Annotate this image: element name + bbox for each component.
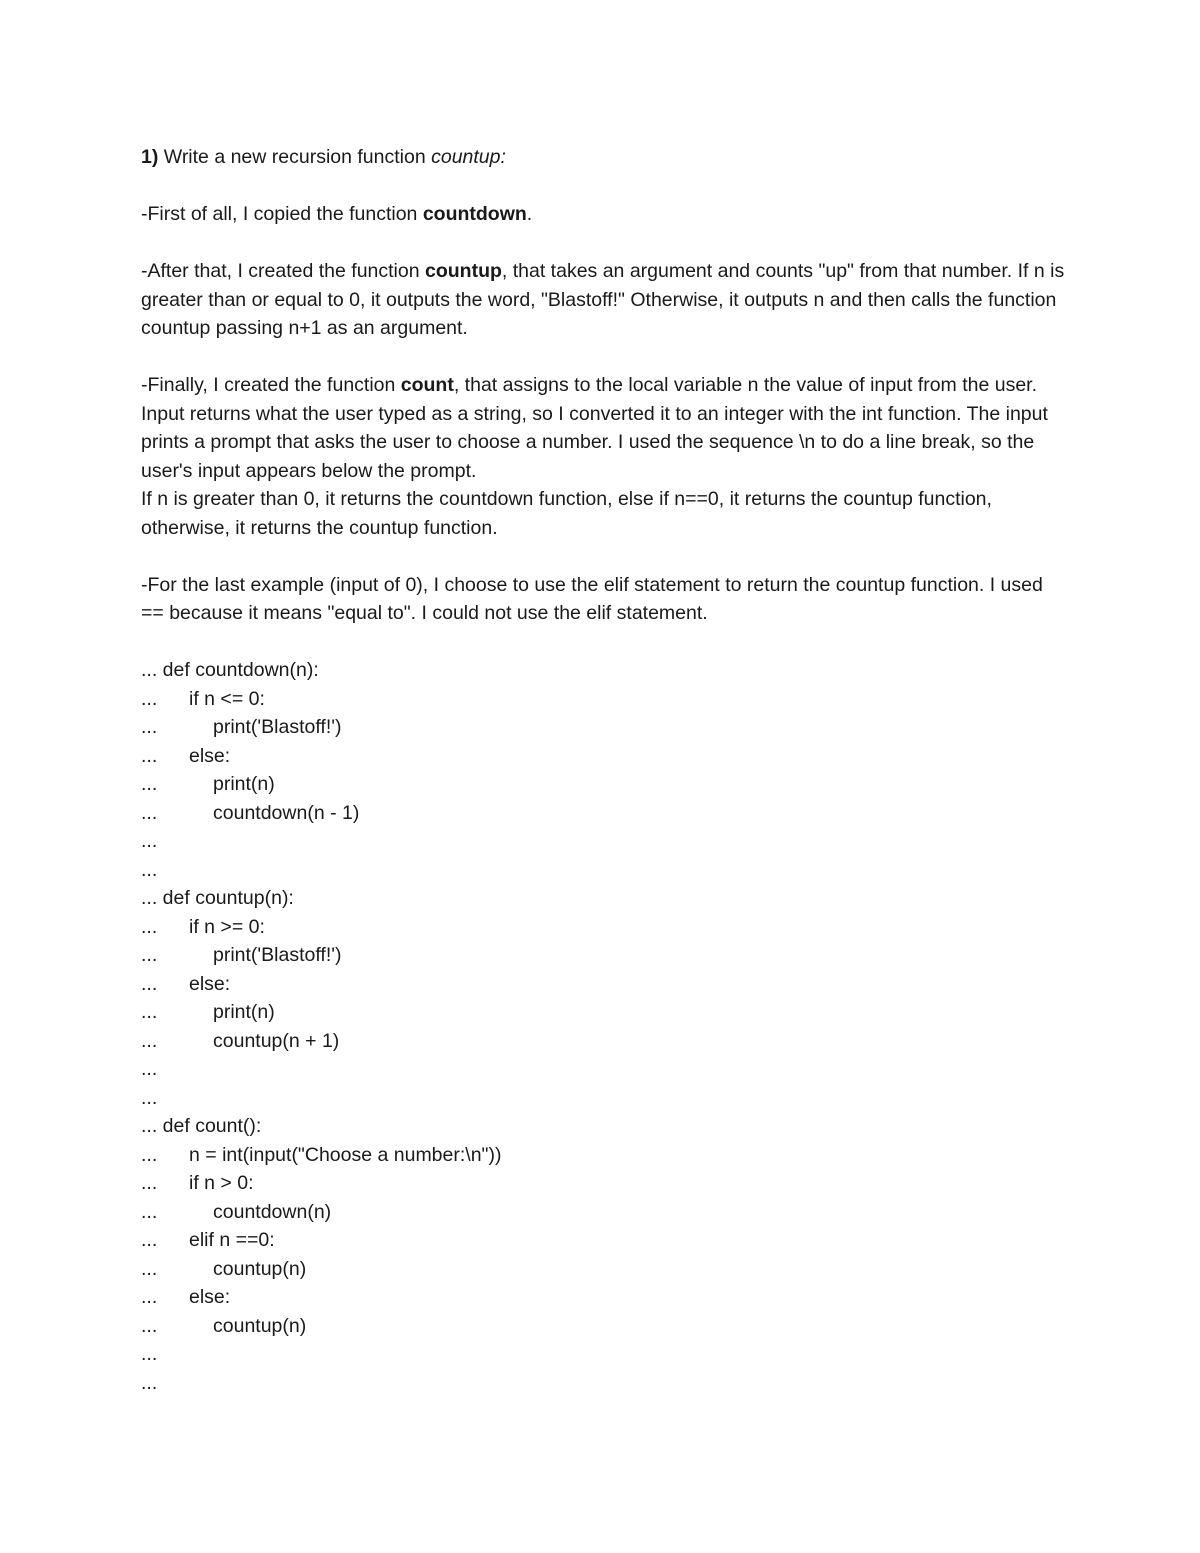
code-prompt: ... xyxy=(141,1058,158,1080)
code-text: def countup(n): xyxy=(157,887,294,909)
code-line xyxy=(141,742,1071,771)
paragraph-last-example: -For the last example (input of 0), I choose to use the elif statement to return the countup function. I used == because it means "equal to". I could not use the elif statement. xyxy=(141,573,1043,624)
code-prompt: ... xyxy=(141,1257,158,1280)
code-line xyxy=(141,1255,1071,1284)
code-text: else: xyxy=(189,1286,231,1308)
code-prompt: ... xyxy=(141,801,158,824)
code-prompt: ... xyxy=(141,659,158,681)
code-text: def count(): xyxy=(157,1115,262,1137)
code-line xyxy=(141,827,1071,856)
code-prompt: ... xyxy=(141,915,158,938)
code-prompt: ... xyxy=(141,1229,158,1251)
code-text: print('Blastoff!') xyxy=(213,944,342,966)
code-text: else: xyxy=(189,972,231,995)
code-text: countup(n + 1) xyxy=(213,1029,340,1052)
paragraph-text: , that assigns to the local variable n the value of input from the user. Input returns what the user typed as a string, so I converted it to an integer with the int function. The input prints a prompt that asks the user to choose a number. I used the sequence \n to do a line break, so the user's input appears below the prompt. xyxy=(141,374,1048,482)
code-line xyxy=(141,713,1071,742)
code-prompt: ... xyxy=(141,1143,158,1166)
question-heading xyxy=(141,143,1071,172)
code-line xyxy=(141,1312,1071,1341)
code-text: countup(n) xyxy=(213,1314,307,1337)
code-text: countup(n) xyxy=(213,1257,307,1280)
paragraph-text: -Finally, I created the function xyxy=(141,374,401,396)
paragraph-count-returns: If n is greater than 0, it returns the countdown function, else if n==0, it returns the countup function, otherwise, it returns the countup function. xyxy=(141,488,992,539)
code-prompt: ... xyxy=(141,773,158,795)
code-block xyxy=(141,656,1071,1397)
code-prompt: ... xyxy=(141,1172,158,1194)
code-prompt: ... xyxy=(141,1086,158,1109)
code-text: if n <= 0: xyxy=(189,687,265,710)
code-prompt: ... xyxy=(141,887,158,909)
code-prompt: ... xyxy=(141,716,158,738)
heading-text: Write a new recursion function xyxy=(158,146,432,168)
code-line xyxy=(141,970,1071,999)
code-prompt: ... xyxy=(141,830,158,852)
paragraph-text: , that takes an argument and counts "up" from that number. If n is greater than or equal to 0, it outputs the word, "Blastoff!" Otherwise, it outputs n and then calls the function countup passing n+1 as an argument. xyxy=(141,260,1065,339)
code-line xyxy=(141,1112,1071,1141)
code-line xyxy=(141,685,1071,714)
code-prompt: ... xyxy=(141,1343,158,1365)
code-text: if n >= 0: xyxy=(189,915,265,938)
code-prompt: ... xyxy=(141,744,158,767)
paragraph-text: . xyxy=(526,203,533,225)
code-prompt: ... xyxy=(141,1314,158,1337)
code-text: elif n ==0: xyxy=(189,1229,275,1251)
code-text: countdown(n) xyxy=(213,1200,332,1223)
code-prompt: ... xyxy=(141,1001,158,1023)
code-prompt: ... xyxy=(141,858,158,881)
code-line xyxy=(141,1141,1071,1170)
code-prompt: ... xyxy=(141,972,158,995)
code-text: if n > 0: xyxy=(189,1172,254,1194)
code-line xyxy=(141,1084,1071,1113)
code-text: countdown(n - 1) xyxy=(213,801,360,824)
code-line xyxy=(141,1369,1071,1398)
code-text: print(n) xyxy=(213,773,275,795)
code-line xyxy=(141,941,1071,970)
code-line xyxy=(141,884,1071,913)
code-line xyxy=(141,1169,1071,1198)
function-name-countdown: countdown xyxy=(422,203,527,225)
code-line xyxy=(141,1283,1071,1312)
paragraph-create-count xyxy=(141,371,1071,485)
code-prompt: ... xyxy=(141,944,158,966)
heading-function-name: countup: xyxy=(431,146,506,168)
code-prompt: ... xyxy=(141,1286,158,1308)
function-name-countup: countup xyxy=(425,260,502,282)
code-text: def countdown(n): xyxy=(157,659,319,681)
code-prompt: ... xyxy=(141,1200,158,1223)
code-line xyxy=(141,799,1071,828)
paragraph-copy-countdown xyxy=(141,200,1071,229)
code-line xyxy=(141,770,1071,799)
code-prompt: ... xyxy=(141,1029,158,1052)
code-text: print(n) xyxy=(213,1001,275,1023)
code-line xyxy=(141,998,1071,1027)
document-page xyxy=(141,143,1071,1397)
code-line xyxy=(141,1198,1071,1227)
question-number: 1) xyxy=(141,146,159,168)
paragraph-text: -After that, I created the function xyxy=(141,260,425,282)
paragraph-create-countup xyxy=(141,257,1071,343)
code-line xyxy=(141,1027,1071,1056)
code-text: print('Blastoff!') xyxy=(213,716,342,738)
code-prompt: ... xyxy=(141,687,158,710)
code-line xyxy=(141,1226,1071,1255)
function-name-count: count xyxy=(400,374,454,396)
code-line xyxy=(141,1340,1071,1369)
code-line xyxy=(141,856,1071,885)
code-prompt: ... xyxy=(141,1371,158,1394)
paragraph-text: -First of all, I copied the function xyxy=(141,203,423,225)
code-line xyxy=(141,656,1071,685)
code-text: n = int(input("Choose a number:\n")) xyxy=(189,1143,502,1166)
code-line xyxy=(141,1055,1071,1084)
code-line xyxy=(141,913,1071,942)
code-prompt: ... xyxy=(141,1115,158,1137)
code-text: else: xyxy=(189,744,231,767)
